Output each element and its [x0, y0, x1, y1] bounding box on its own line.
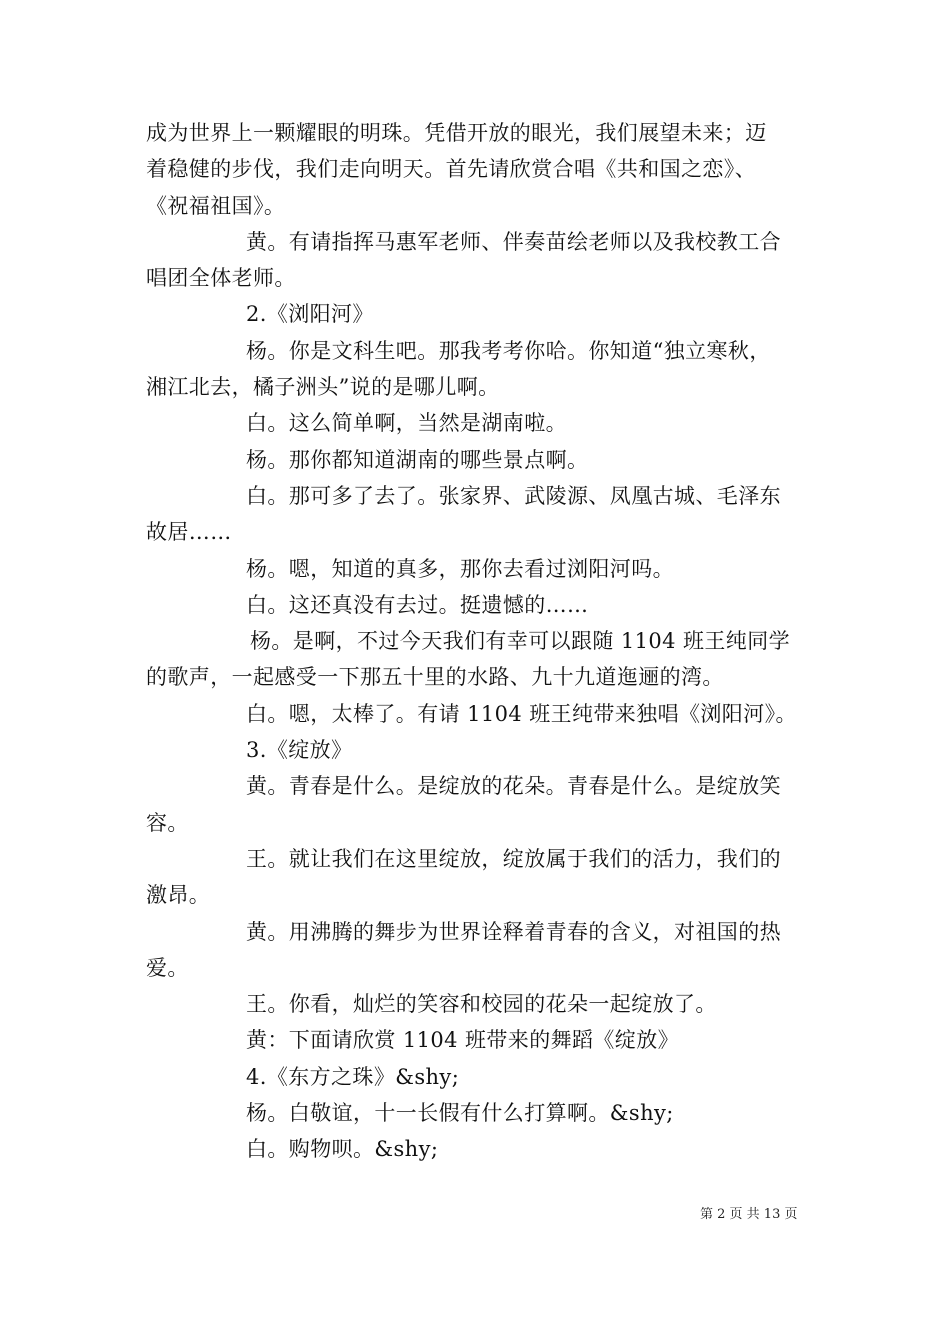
- document-body: [146, 115, 808, 1168]
- section-heading: 2.《浏阳河》: [246, 302, 374, 327]
- text-line: 故居……: [146, 520, 232, 545]
- text-line: 黄。青春是什么。是绽放的花朵。青春是什么。是绽放笑: [246, 774, 781, 799]
- text-line: 容。: [146, 810, 189, 835]
- section-heading: 3.《绽放》: [246, 738, 353, 763]
- text-line: 杨。你是文科生吧。那我考考你哈。你知道“独立寒秋，: [246, 338, 771, 363]
- text-line: 王。就让我们在这里绽放，绽放属于我们的活力，我们的: [246, 846, 781, 871]
- text-line: 激昂。: [146, 883, 211, 908]
- text-line: 白。购物呗。&shy;: [246, 1137, 439, 1162]
- text-line: 黄：下面请欣赏 1104 班带来的舞蹈《绽放》: [246, 1028, 679, 1053]
- text-line: 的歌声，一起感受一下那五十里的水路、九十九道迤逦的湾。: [146, 665, 724, 690]
- page-footer: 第 2 页 共 13 页: [700, 1207, 798, 1222]
- text-line: 成为世界上一颗耀眼的明珠。凭借开放的眼光，我们展望未来；迈: [146, 121, 767, 145]
- text-line: 爱。: [146, 955, 189, 980]
- text-line: 着稳健的步伐，我们走向明天。首先请欣赏合唱《共和国之恋》、: [146, 157, 757, 182]
- text-line: 杨。是啊，不过今天我们有幸可以跟随 1104 班王纯同学: [250, 629, 790, 654]
- text-line: 唱团全体老师。: [146, 266, 296, 291]
- section-heading: 4.《东方之珠》&shy;: [246, 1064, 460, 1089]
- text-line: 白。这么简单啊，当然是湖南啦。: [246, 411, 567, 436]
- text-line: 黄。用沸腾的舞步为世界诠释着青春的含义，对祖国的热: [246, 919, 781, 944]
- text-line: 杨。嗯，知道的真多，那你去看过浏阳河吗。: [246, 556, 674, 581]
- text-line: 黄。有请指挥马惠军老师、伴奏苗绘老师以及我校教工合: [246, 229, 781, 254]
- text-line: 湘江北去，橘子洲头”说的是哪儿啊。: [146, 375, 500, 400]
- text-line: 杨。那你都知道湖南的哪些景点啊。: [246, 447, 589, 472]
- text-line: 白。嗯，太棒了。有请 1104 班王纯带来独唱《浏阳河》。: [246, 701, 797, 726]
- text-line: 白。这还真没有去过。挺遗憾的……: [246, 592, 589, 617]
- text-line: 《祝福祖国》。: [146, 193, 286, 218]
- text-line: 白。那可多了去了。张家界、武陵源、凤凰古城、毛泽东: [246, 483, 781, 508]
- text-line: 王。你看，灿烂的笑容和校园的花朵一起绽放了。: [246, 992, 717, 1017]
- text-line: 杨。白敬谊，十一长假有什么打算啊。&shy;: [246, 1101, 674, 1126]
